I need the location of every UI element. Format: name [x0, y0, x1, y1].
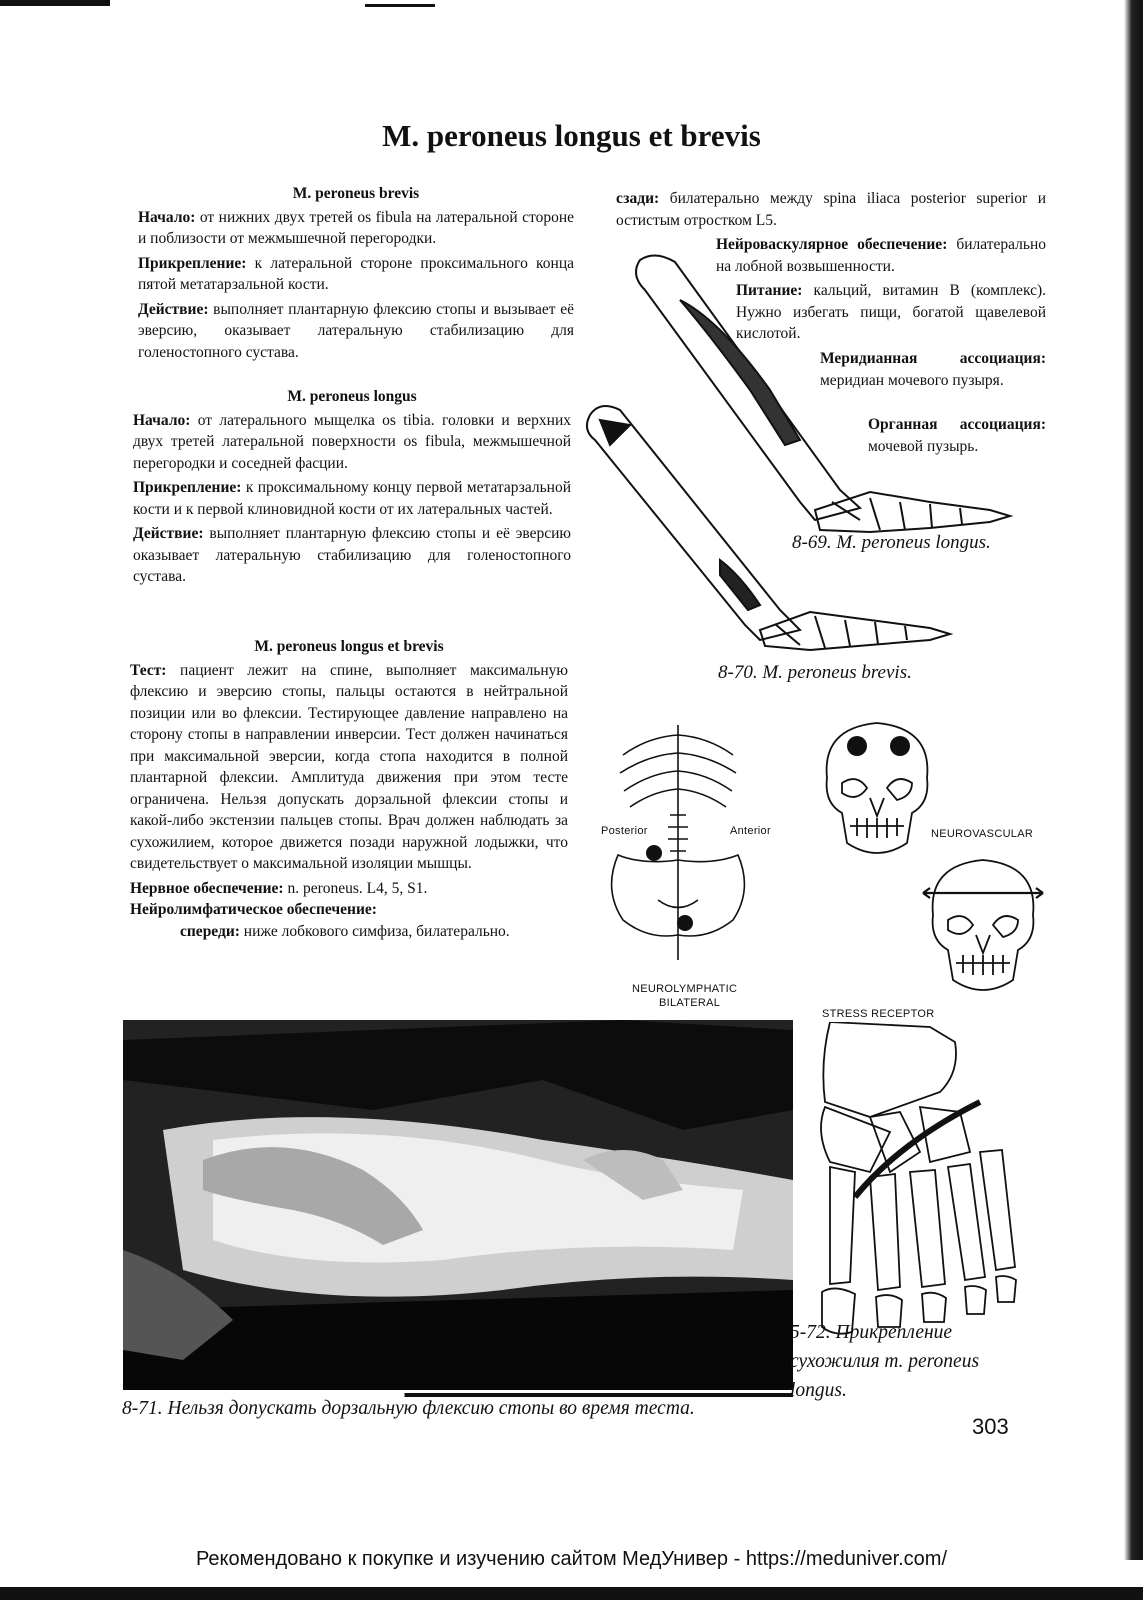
brevis-insertion: Прикрепление: к латеральной стороне проксимального конца пятой метатарзальной кости. — [138, 254, 575, 293]
neurovascular-point-right — [890, 736, 910, 756]
caption-8-69: 8-69. M. peroneus longus. — [792, 532, 991, 553]
page-title: M. peroneus longus et brevis — [382, 118, 761, 153]
leg-illustrations — [570, 240, 1050, 680]
scan-edge-top-mark — [365, 4, 435, 7]
label-posterior: Posterior — [601, 825, 648, 837]
test-text: Тест: пациент лежит на спине, выполняет максимальную флексию и эверсию стопы, пальцы остаются в нейтральной позиции или во флексии. Тестирующее давление направлено на сторону стопы в направлении инверсии. Тест должен начинаться при максимальной эверсии, когда стопа находится в полной плантарной флексии. Амплитуда движения при этом тесте ограничена. Нельзя допускать дорзальной флексии стопы и какой-либо экстензии пальцев стопы. Врач должен наблюдать за сухожилием, которое движется позади наружной лодыжки, что свидетельствует о максимальной изоляции мышцы. — [130, 661, 568, 872]
skull-neurovascular-illustration — [812, 718, 942, 868]
neurolymphatic-point-posterior — [646, 845, 662, 861]
lymph-supply: Нейролимфатическое обеспечение: — [130, 901, 377, 918]
leg-brevis-illustration — [587, 406, 950, 650]
label-neurovascular: NEUROVASCULAR — [931, 828, 1034, 840]
label-anterior: Anterior — [730, 825, 771, 837]
neurolymphatic-point-anterior — [677, 915, 693, 931]
longus-heading: M. peroneus longus — [287, 388, 417, 405]
label-bilateral: BILATERAL — [659, 997, 721, 1009]
brevis-origin: Начало: от нижних двух третей os fibula на латеральной стороне и поблизости от межмышечной перегородки. — [138, 208, 575, 247]
test-heading: M. peroneus longus et brevis — [254, 638, 444, 655]
brevis-heading: M. peroneus brevis — [292, 185, 420, 202]
foot-bones-illustration — [810, 1022, 1025, 1337]
photo-underline — [123, 1393, 793, 1397]
organ-association: Органная ассоциация: мочевой пузырь. — [868, 416, 1046, 455]
longus-section — [133, 386, 571, 591]
test-photo — [123, 1020, 793, 1390]
nutrition: Питание: кальций, витамин B (комплекс). Нужно избегать пищи, богатой щавелевой кислотой. — [736, 282, 1046, 342]
neurovascular-supply: Нейроваскулярное обеспечение: билатерально на лобной возвышенности. — [716, 236, 1046, 275]
nerve-supply: Нервное обеспечение: n. peroneus. L4, 5, S1. — [130, 879, 428, 897]
label-neurolymphatic: NEUROLYMPHATIC — [632, 983, 738, 995]
skull-stress-receptor-illustration — [918, 855, 1048, 1005]
lymph-front: спереди: ниже лобкового симфиза, билатерально. — [180, 922, 510, 940]
longus-action: Действие: выполняет плантарную флексию стопы и её эверсию оказывает латеральную стабилизацию для голеностопного сустава. — [133, 525, 571, 585]
leg-longus-illustration — [636, 255, 1010, 532]
caption-5-72: 5-72. Прикрепление сухожилия m. peroneus longus. — [790, 1322, 980, 1401]
scan-edge-top — [0, 0, 110, 6]
scan-edge-bottom — [0, 1587, 1143, 1600]
label-stress-receptor: STRESS RECEPTOR — [822, 1008, 935, 1020]
longus-insertion: Прикрепление: к проксимальному концу первой метатарзальной кости и к первой клиновидной кости от их латеральных частей. — [133, 479, 571, 518]
test-photo-shapes — [123, 1020, 793, 1390]
spine-pelvis-illustration — [598, 725, 768, 965]
caption-8-71: 8-71. Нельзя допускать дорзальную флексию стопы во время теста. — [122, 1398, 695, 1419]
page-number: 303 — [972, 1414, 1009, 1439]
test-section — [130, 636, 568, 942]
neurovascular-point-left — [847, 736, 867, 756]
caption-8-70: 8-70. M. peroneus brevis. — [718, 662, 912, 683]
footer-recommendation: Рекомендовано к покупке и изучению сайтом МедУнивер - https://meduniver.com/ — [195, 1548, 948, 1570]
scan-edge-right — [1124, 0, 1143, 1560]
brevis-section — [138, 183, 574, 366]
lymph-back: сзади: билатерально между spina iliaca posterior superior и остистым отростком L5. — [616, 190, 1047, 229]
brevis-action: Действие: выполняет плантарную флексию стопы и вызывает её эверсию, оказывает латеральную стабилизацию для голеностопного сустава. — [138, 300, 575, 361]
meridian-association: Меридианная ассоциация: меридиан мочевого пузыря. — [820, 350, 1046, 389]
longus-origin: Начало: от латерального мыщелка os tibia. головки и верхних двух третей латеральной поверхности os fibula, межмышечной перегородки и соседней фасции. — [133, 411, 571, 472]
